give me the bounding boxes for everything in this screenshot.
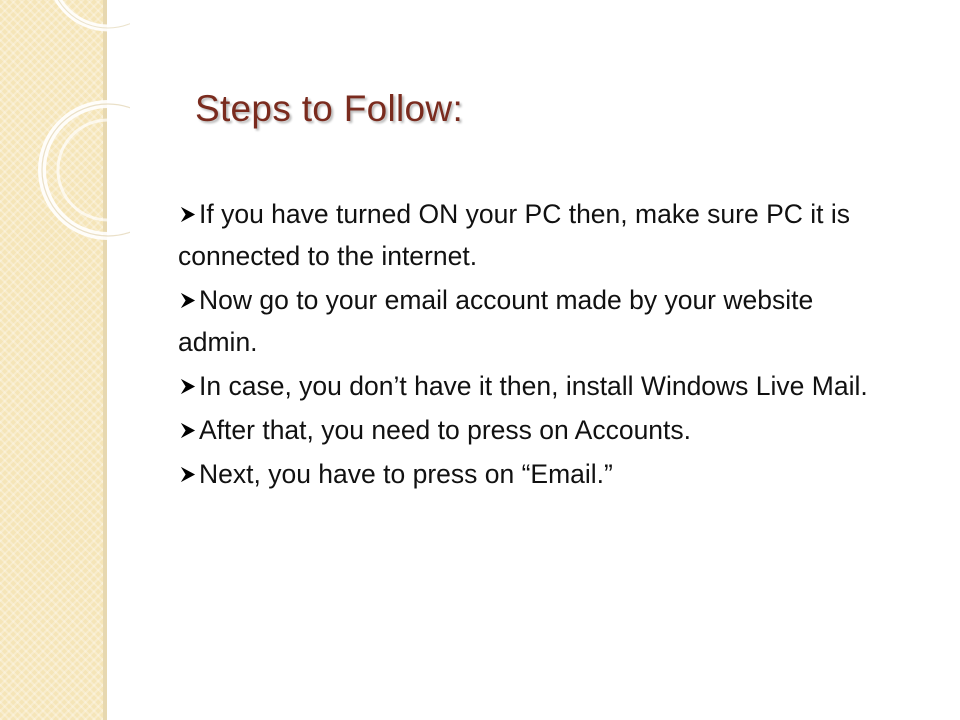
bullet-list	[178, 193, 878, 497]
arrow-bullet-icon	[178, 465, 197, 484]
arrow-bullet-icon	[178, 205, 197, 224]
bullet-text: In case, you don’t have it then, install Windows Live Mail.	[199, 371, 868, 401]
decorative-circles	[0, 0, 130, 260]
arrow-bullet-icon	[178, 291, 197, 310]
bullet-text: Now go to your email account made by your website admin.	[178, 285, 814, 357]
arrow-bullet-icon	[178, 377, 197, 396]
list-item	[178, 365, 878, 407]
slide-title: Steps to Follow:	[195, 88, 464, 129]
list-item	[178, 193, 878, 277]
bullet-text: After that, you need to press on Accounts.	[199, 415, 692, 445]
list-item	[178, 453, 878, 495]
list-item	[178, 279, 878, 363]
bullet-text: If you have turned ON your PC then, make sure PC it is connected to the internet.	[178, 199, 851, 271]
list-item	[178, 409, 878, 451]
arrow-bullet-icon	[178, 421, 197, 440]
bullet-text: Next, you have to press on “Email.”	[199, 459, 613, 489]
